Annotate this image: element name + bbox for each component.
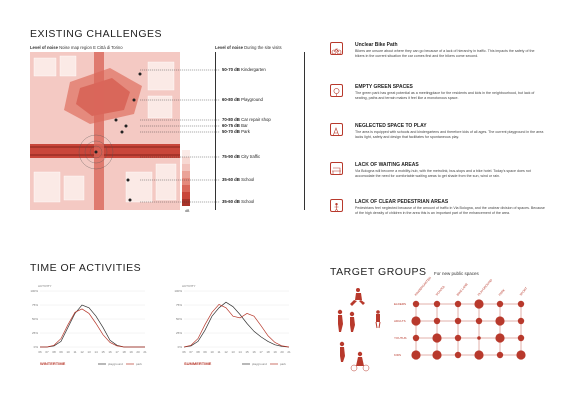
chart-title: SUMMERTIME	[184, 361, 212, 366]
x-tick-label: 20	[280, 350, 284, 354]
matrix-dot	[434, 301, 440, 307]
row-label: ELDERS	[394, 302, 407, 306]
x-tick-label: 15	[101, 350, 105, 354]
target-subtitle: For new public spaces	[434, 271, 479, 276]
legend-label: playground	[108, 362, 123, 366]
challenge-text: Via Bologna will become a mobility-hub, with the metrolink, bus-stops and a bike hotel. Today's space does not accomodate the need for comfortable waiting areas to get shade from the sun, wind or rain.	[355, 169, 531, 179]
matrix-dot	[497, 352, 503, 358]
playground-icon	[330, 123, 343, 136]
y-axis-label: ACTIVITY	[182, 284, 196, 288]
matrix-dot	[495, 316, 504, 325]
level-item: 35-60 dB School	[222, 177, 255, 182]
x-tick-label: 19	[273, 350, 277, 354]
challenge-title: Unclear Bike Path	[355, 42, 398, 48]
level-item: 70-80 dB Car repair shop	[222, 117, 271, 122]
challenge-text: Pedestrians feel neglected because of the amount of traffic in Via Bologna, and the unclear division of spaces. Because of the high density of children in the area this is an important part of the enhancement of the area.	[355, 206, 545, 216]
challenge-title: NEGLECTED SPACE TO PLAY	[355, 123, 427, 129]
x-tick-label: 08	[196, 350, 200, 354]
y-tick-label: 25%	[175, 331, 182, 335]
challenge-title: LACK OF WAITING AREAS	[355, 162, 419, 168]
matrix-dot	[474, 350, 483, 359]
level-item: 60-80 dB Playground	[222, 97, 263, 102]
x-tick-label: 17	[115, 350, 119, 354]
column-label: BIKE LANE	[455, 282, 469, 297]
x-tick-label: 09	[203, 350, 207, 354]
challenge-title: EMPTY GREEN SPACES	[355, 84, 413, 90]
row-label: KIDS	[394, 353, 402, 357]
column-label: KINDERGARTEN	[413, 275, 433, 297]
column-label: SPORT	[518, 286, 529, 297]
matrix-dot	[411, 350, 420, 359]
y-tick-label: 100%	[30, 289, 38, 293]
scale-unit: dB	[185, 209, 190, 213]
y-tick-label: 0%	[177, 345, 182, 349]
bench-icon	[330, 162, 343, 175]
x-tick-label: 16	[252, 350, 256, 354]
levels-header: Level of noise During the site visits	[215, 45, 282, 50]
x-tick-label: 06	[38, 350, 42, 354]
legend-label: park	[280, 362, 286, 366]
y-tick-label: 75%	[31, 303, 38, 307]
matrix-dot	[455, 335, 461, 341]
map-label: Level of noise Noise map region E Città di Torino	[30, 45, 123, 50]
challenge-text: Bikers are unsure about where they can go because of a lack of hierarchy in traffic. This impacts the safety of the bikers in the current situation the car comes first and the bikers come second.	[355, 49, 535, 59]
matrix-dot	[455, 352, 461, 358]
x-tick-label: 21	[287, 350, 291, 354]
x-tick-label: 11	[217, 350, 221, 354]
level-item: 50-70 dB Kindergarten	[222, 67, 266, 72]
y-tick-label: 0%	[33, 345, 38, 349]
column-label: PLAYGROUND	[476, 278, 494, 297]
challenge-text: The area is equipped with schools and kindergartens and therefore kids of all ages. The current playground in the area lacks light, safety and design that facilitates for spontaneous play.	[355, 130, 544, 140]
x-tick-label: 17	[259, 350, 263, 354]
level-item: 60-75 dB Bar	[222, 123, 248, 128]
matrix-dot	[432, 333, 441, 342]
matrix-dot	[497, 301, 503, 307]
matrix-dot	[434, 318, 440, 324]
matrix-dot	[413, 335, 419, 341]
series-line-playground	[40, 305, 145, 347]
matrix-dot	[518, 335, 524, 341]
challenge-text: The green park has great potential as a meetingplace for the residents and kids in the neighbourhood, but lack of seating, paths and terrain makes it feel like a monotonous space.	[355, 91, 535, 101]
x-tick-label: 06	[182, 350, 186, 354]
level-item: 50-70 dB Park	[222, 129, 250, 134]
matrix-dot	[477, 336, 481, 340]
y-tick-label: 100%	[174, 289, 182, 293]
x-tick-label: 10	[210, 350, 214, 354]
x-tick-label: 18	[122, 350, 126, 354]
x-tick-label: 07	[189, 350, 193, 354]
legend-label: playground	[252, 362, 267, 366]
x-tick-label: 13	[231, 350, 235, 354]
x-tick-label: 12	[224, 350, 228, 354]
legend-label: park	[136, 362, 142, 366]
x-tick-label: 16	[108, 350, 112, 354]
x-tick-label: 14	[94, 350, 98, 354]
target-title: TARGET GROUPS	[330, 266, 427, 278]
row-label: YOUTHS	[394, 336, 407, 340]
challenge-title: LACK OF CLEAR PEDESTRIAN AREAS	[355, 199, 449, 205]
y-tick-label: 75%	[175, 303, 182, 307]
time-title: TIME OF ACTIVITIES	[30, 262, 142, 274]
matrix-dot	[413, 301, 419, 307]
x-tick-label: 21	[143, 350, 147, 354]
series-line-playground	[184, 302, 289, 347]
x-tick-label: 07	[45, 350, 49, 354]
matrix-dot	[518, 301, 524, 307]
x-tick-label: 18	[266, 350, 270, 354]
column-label: SCHOOL	[434, 284, 446, 297]
series-line-park	[40, 309, 145, 347]
x-tick-label: 11	[73, 350, 77, 354]
x-tick-label: 15	[245, 350, 249, 354]
winter-chart	[28, 283, 163, 378]
tree-icon	[330, 84, 343, 97]
target-matrix	[390, 270, 540, 380]
y-tick-label: 50%	[175, 317, 182, 321]
matrix-dot	[411, 316, 420, 325]
x-tick-label: 19	[129, 350, 133, 354]
row-label: ADULTS	[394, 319, 406, 323]
matrix-dot	[495, 333, 504, 342]
x-tick-label: 12	[80, 350, 84, 354]
x-tick-label: 10	[66, 350, 70, 354]
level-item: 35-60 dB School	[222, 199, 255, 204]
matrix-dot	[516, 350, 525, 359]
matrix-dot	[455, 318, 461, 324]
page-title: EXISTING CHALLENGES	[30, 28, 163, 40]
matrix-dot	[476, 318, 482, 324]
x-tick-label: 14	[238, 350, 242, 354]
bike-icon	[330, 42, 343, 55]
matrix-dot	[432, 350, 441, 359]
x-tick-label: 20	[136, 350, 140, 354]
column-label: PARK	[497, 287, 506, 297]
people-illustration	[330, 282, 385, 377]
chart-title: WINTERTIME	[40, 361, 66, 366]
y-tick-label: 25%	[31, 331, 38, 335]
x-tick-label: 09	[59, 350, 63, 354]
level-item: 75-90 dB City traffic	[222, 154, 261, 159]
x-tick-label: 13	[87, 350, 91, 354]
y-axis-label: ACTIVITY	[38, 284, 52, 288]
pedestrian-icon	[330, 199, 343, 212]
matrix-dot	[455, 301, 461, 307]
y-tick-label: 50%	[31, 317, 38, 321]
summer-chart	[172, 283, 307, 378]
x-tick-label: 08	[52, 350, 56, 354]
matrix-dot	[518, 318, 524, 324]
matrix-dot	[474, 299, 483, 308]
